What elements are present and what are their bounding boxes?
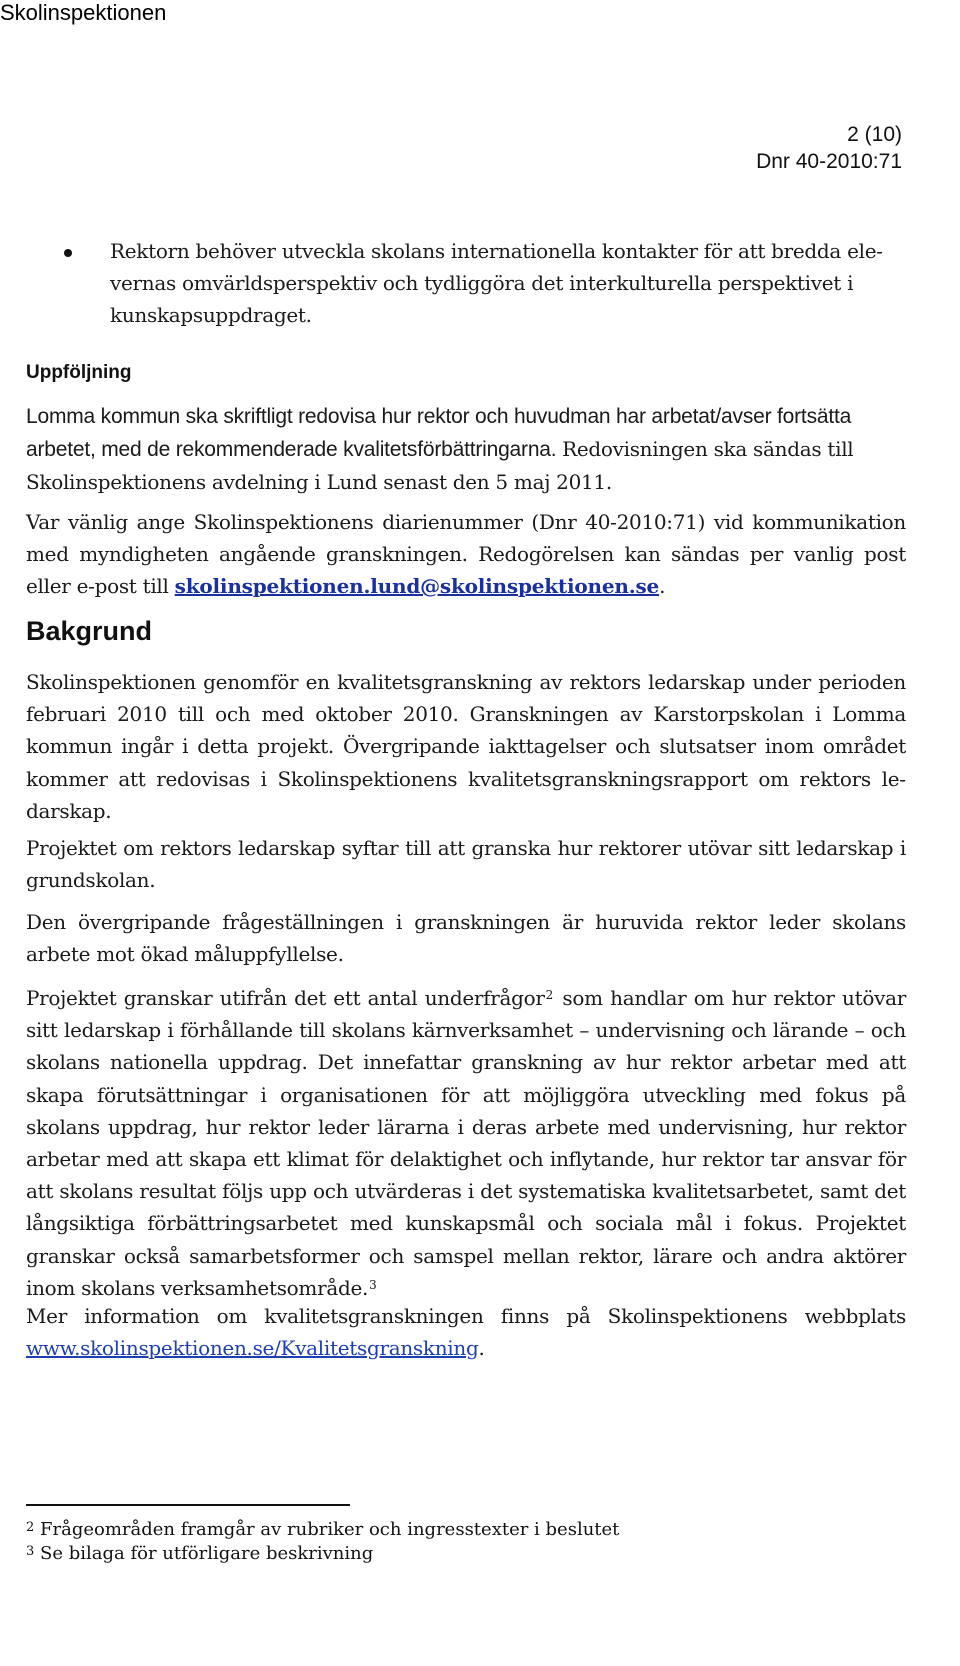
section-heading-bakgrund: Bakgrund (26, 616, 153, 646)
footnote-ref-3[interactable]: 3 (369, 1277, 377, 1292)
footnote-2-number: 2 (26, 1520, 35, 1535)
document-header-title: Skolinspektionen (0, 0, 167, 25)
bakgrund-paragraph-5-end: . (478, 1336, 485, 1361)
uppfoljning-paragraph-1-sans: Lomma kommun ska skriftligt redovisa hur rektor och huvudman har arbetat/avser fortsätta arbetet, med de rekommenderade kvalitetsförbättringarna. (26, 405, 852, 462)
bakgrund-paragraph-5 (26, 1300, 906, 1364)
page-number: 2 (10) (847, 123, 902, 146)
email-link[interactable]: skolinspektionen.lund@skolinspektionen.se (174, 574, 660, 599)
bakgrund-paragraph-4-text-b: som handlar om hur rektor utövar sitt ledarskap i förhållande till skolans kärnverksamhet – undervisning och lärande – och skolans nationella uppdrag. Det innefattar granskning av hur rektor arbetar med att skapa förutsättningar i organisationen för att möjliggöra utveckling med fokus på skolans uppdrag, hur rektor leder lärarna i deras arbete med undervisning, hur rektor arbetar med att skapa ett klimat för delaktighet och inflytande, hur rektor tar ansvar för att skolans resultat följs upp och utvärderas i det systematiska kvalitetsarbetet, samt det långsiktiga förbättringsarbetet med kunskapsmål och sociala mål i fokus. Projektet granskar också samarbetsformer och samspel mellan rektor, lärare och andra aktörer inom skolans verksamhetsområde. (26, 986, 906, 1300)
uppfoljning-paragraph-2-text: Var vänlig ange Skolinspektionens diarienummer (Dnr 40-2010:71) vid kommunikation med myndigheten angående granskningen. Redogörelsen kan sändas per vanlig post eller e-post till (26, 510, 906, 599)
bakgrund-paragraph-1: Skolinspektionen genomför en kvalitetsgranskning av rektors ledarskap under perioden februari 2010 till och med oktober 2010. Granskningen av Karstorpskolan i Lomma kommun ingår i detta projekt. Övergripande iakttagelser och slutsatser inom området kommer att redovisas i Skolinspektionens kvalitetsgranskningsrapport om rektors ledarskap. (26, 670, 906, 823)
bakgrund-paragraph-4 (26, 982, 906, 1304)
footnote-2 (26, 1518, 619, 1542)
footnote-3 (26, 1542, 373, 1566)
bullet-icon (64, 249, 72, 257)
uppfoljning-paragraph-1-serif: Redovisningen ska sändas till Skolinspektionens avdelning i Lund senast den 5 maj 2011. (26, 437, 854, 495)
footnote-2-text: Frågeområden framgår av rubriker och ingresstexter i beslutet (40, 1519, 620, 1540)
bakgrund-paragraph-2: Projektet om rektors ledarskap syftar till att granska hur rektorer utövar sitt ledarskap i grundskolan. (26, 836, 906, 893)
footnote-3-text: Se bilaga för utförligare beskrivning (40, 1543, 374, 1564)
footnote-divider (26, 1504, 350, 1506)
uppfoljning-paragraph-2 (26, 506, 906, 603)
diary-number: Dnr 40-2010:71 (756, 150, 902, 173)
section-heading-uppfoljning: Uppföljning (26, 362, 132, 383)
footnote-ref-2[interactable]: 2 (545, 988, 554, 1002)
recommendation-bullet: Rektorn behöver utveckla skolans internationella kontakter för att bredda elevernas omvärldsperspektiv och tydliggöra det interkulturella perspektivet i kunskapsuppdraget. (110, 239, 884, 328)
bakgrund-paragraph-4-text-a: Projektet granskar utifrån det ett antal underfrågor (26, 986, 545, 1010)
bakgrund-paragraph-3: Den övergripande frågeställningen i granskningen är huruvida rektor leder skolans arbete mot ökad måluppfyllelse. (26, 910, 906, 967)
footnote-3-number: 3 (26, 1544, 35, 1559)
bakgrund-paragraph-5-text: Mer information om kvalitetsgranskningen finns på Skolinspektionens webbplats (26, 1304, 906, 1328)
uppfoljning-paragraph-2-end: . (659, 574, 666, 599)
uppfoljning-paragraph-1 (26, 400, 906, 499)
website-link[interactable]: www.skolinspektionen.se/Kvalitetsgranskning (26, 1336, 479, 1361)
